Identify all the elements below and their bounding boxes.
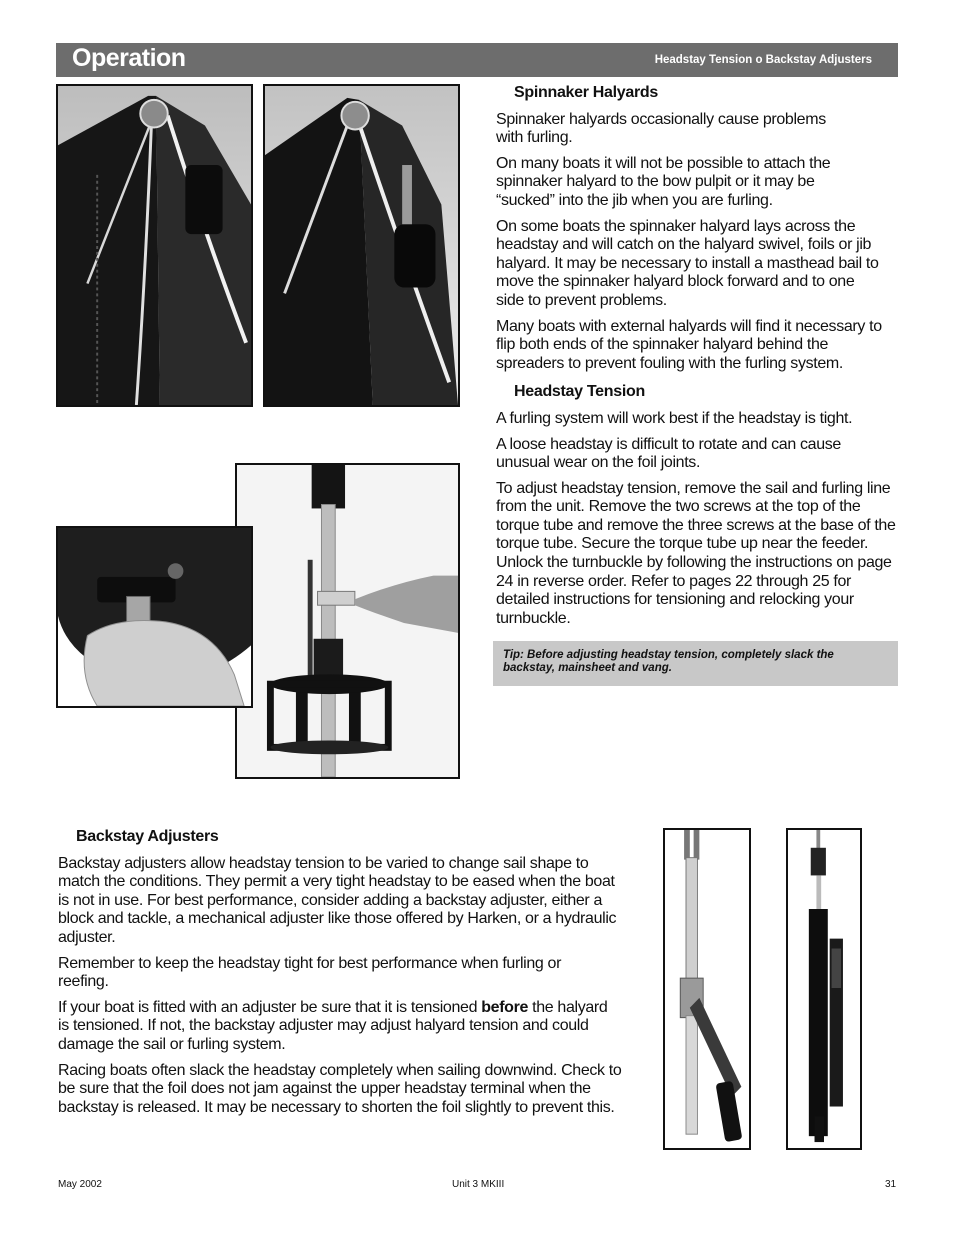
masthead-photo-right [263, 84, 460, 407]
backstay-paragraph: If your boat is fitted with an adjuster be sure that it is tensioned before the halyard is tensioned. If not, the backstay adjuster may adjust halyard tension and could damage the sail or furling system. [58, 998, 608, 1053]
backstay-text-column [58, 828, 622, 1124]
spinnaker-paragraph: On many boats it will not be possible to attach the spinnaker halyard to the bow pulpit or it may be “sucked” into the jib when you are furling. [496, 154, 831, 209]
footer-unit: Unit 3 MKIII [452, 1179, 505, 1190]
section-title: Operation [72, 44, 186, 72]
backstay-paragraph: Racing boats often slack the headstay completely when sailing downwind. Check to be sure that the foil does not jam against the upper headstay terminal when the backstay is released. It may be necessary to shorten the foil slightly to prevent this. [58, 1061, 622, 1116]
backstay-paragraph: Backstay adjusters allow headstay tension to be varied to change sail shape to match the conditions. They permit a very tight headstay to be eased when the boat is not in use. For best performance, consider adding a backstay adjuster, either a block and tackle, a mechanical adjuster like those offered by Harken, or a hydraulic adjuster. [58, 854, 617, 946]
spinnaker-paragraph: Spinnaker halyards occasionally cause problems with furling. [496, 110, 826, 147]
feeder-hand-photo [56, 526, 253, 708]
spinnaker-paragraph: On some boats the spinnaker halyard lays across the headstay and will catch on the halyard swivel, foils or jib halyard. It may be necessary to install a masthead bail to move the spinnaker halyard block forward and to one side to prevent problems. [496, 217, 879, 309]
section-header-bar [56, 43, 898, 77]
tip-box: Tip: Before adjusting headstay tension, completely slack the backstay, mainsheet and vang. [493, 641, 898, 686]
headstay-paragraph: A loose headstay is difficult to rotate and can cause unusual wear on the foil joints. [496, 435, 841, 472]
torque-tube-photo [235, 463, 460, 779]
headstay-paragraph: A furling system will work best if the headstay is tight. [496, 409, 853, 427]
headstay-paragraph: To adjust headstay tension, remove the sail and furling line from the unit. Remove the two screws at the top of the torque tube and remove the three screws at the base of the torque tube. Secure the torque tube up near the feeder. Unlock the turnbuckle by following the instructions on page 24 in reverse order. Refer to pages 22 through 25 for detailed instructions for tensioning and relocking your turnbuckle. [496, 479, 896, 627]
footer-date: May 2002 [58, 1179, 102, 1190]
hydraulic-adjuster-photo [786, 828, 862, 1150]
backstay-paragraph: Remember to keep the headstay tight for best performance when furling or reefing. [58, 954, 562, 991]
section-subtitle: Headstay Tension o Backstay Adjusters [654, 54, 872, 66]
spinnaker-heading: Spinnaker Halyards [514, 84, 658, 101]
before-emphasis: before [481, 998, 529, 1016]
mechanical-adjuster-photo [663, 828, 751, 1150]
right-text-column [496, 84, 898, 635]
masthead-photo-left [56, 84, 253, 407]
backstay-heading: Backstay Adjusters [76, 828, 219, 845]
headstay-heading: Headstay Tension [514, 383, 645, 401]
footer-page-number: 31 [885, 1179, 897, 1190]
spinnaker-paragraph: Many boats with external halyards will find it necessary to flip both ends of the spinnaker halyard behind the spreaders to prevent fouling with the furling system. [496, 317, 882, 372]
